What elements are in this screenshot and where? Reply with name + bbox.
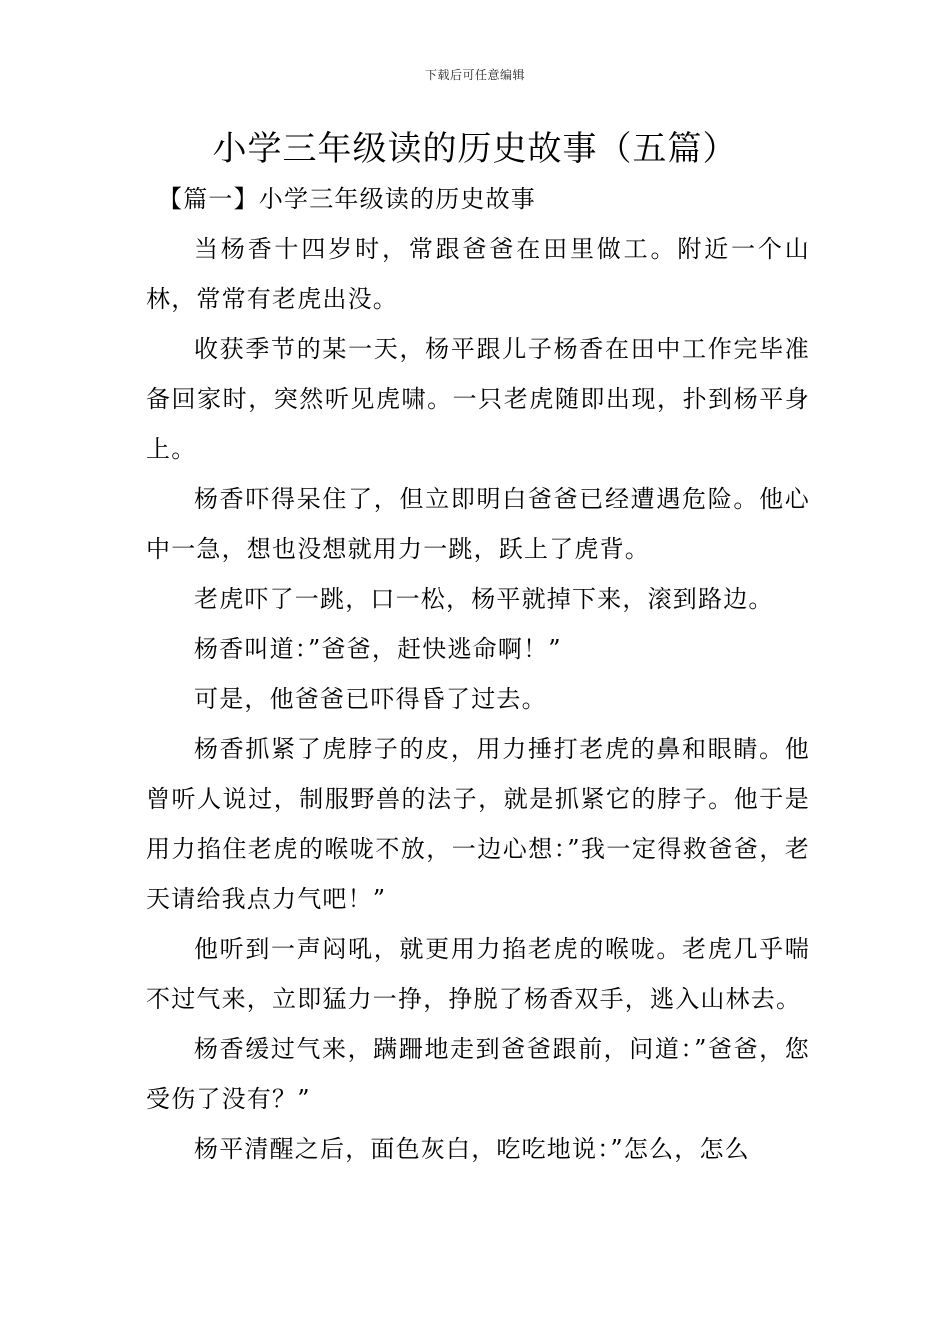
paragraph: 杨平清醒之后，面色灰白，吃吃地说：”怎么，怎么 — [194, 1135, 750, 1163]
paragraph: 杨香叫道：”爸爸，赶快逃命啊！” — [194, 635, 562, 663]
paragraph: 老虎吓了一跳，口一松，杨平就掉下来，滚到路边。 — [194, 585, 774, 613]
document-body — [146, 174, 810, 1174]
paragraph: 当杨香十四岁时，常跟爸爸在田里做工。附近一个山林，常常有老虎出没。 — [146, 235, 810, 313]
paragraph: 杨香抓紧了虎脖子的皮，用力捶打老虎的鼻和眼睛。他曾听人说过，制服野兽的法子，就是抓紧它的脖子。他于是用力掐住老虎的喉咙不放，一边心想：”我一定得救爸爸，老天请给我点力气吧！” — [146, 735, 810, 913]
paragraph: 杨香吓得呆住了，但立即明白爸爸已经遭遇危险。他心中一急，想也没想就用力一跳，跃上了虎背。 — [146, 485, 810, 563]
header-note: 下载后可任意编辑 — [424, 68, 525, 82]
paragraph: 他听到一声闷吼，就更用力掐老虎的喉咙。老虎几乎喘不过气来，立即猛力一挣，挣脱了杨香双手，逃入山林去。 — [146, 935, 810, 1013]
paragraph: 收获季节的某一天，杨平跟儿子杨香在田中工作完毕准备回家时，突然听见虎啸。一只老虎随即出现，扑到杨平身上。 — [146, 335, 810, 463]
document-title: 小学三年级读的历史故事（五篇） — [212, 129, 738, 169]
paragraph: 可是，他爸爸已吓得昏了过去。 — [194, 685, 547, 713]
paragraph: 杨香缓过气来，蹒跚地走到爸爸跟前，问道：”爸爸，您受伤了没有？” — [146, 1035, 810, 1113]
section-heading: 【篇一】小学三年级读的历史故事 — [158, 185, 536, 213]
